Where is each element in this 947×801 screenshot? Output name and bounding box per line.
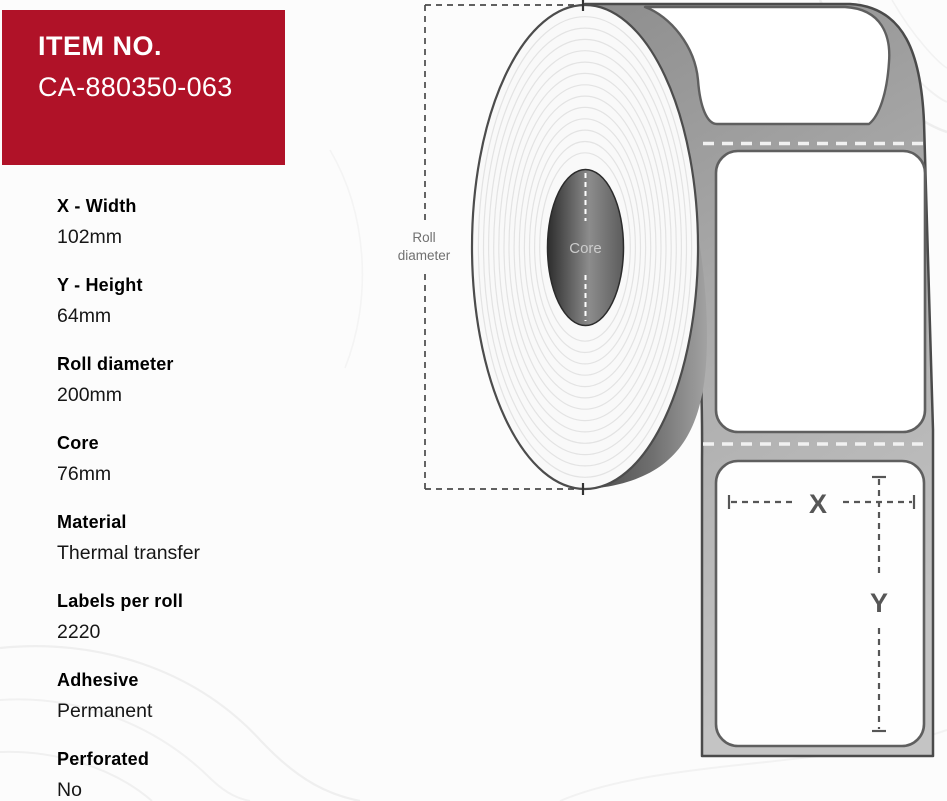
spec-item-perforated	[57, 749, 367, 801]
spec-item-roll-diameter	[57, 354, 367, 407]
spec-item-width	[57, 196, 367, 249]
spec-label: Adhesive	[57, 670, 139, 690]
spec-list	[57, 196, 367, 801]
spec-label: Perforated	[57, 749, 150, 769]
spec-value: 64mm	[57, 305, 112, 327]
spec-value: 2220	[57, 621, 101, 643]
roll-diameter-caption-line1: Roll	[412, 230, 436, 245]
spec-value: No	[57, 779, 82, 801]
x-dimension-label: X	[808, 489, 828, 519]
spec-item-height	[57, 275, 367, 328]
spec-label: Y - Height	[57, 275, 143, 295]
spec-value: 200mm	[57, 384, 123, 406]
item-no-heading: ITEM NO.	[38, 31, 162, 61]
spec-label: Material	[57, 512, 127, 532]
spec-value: Permanent	[57, 700, 153, 722]
spec-label: Core	[57, 433, 99, 453]
spec-item-labels-per-roll	[57, 591, 367, 644]
spec-label: Roll diameter	[57, 354, 174, 374]
label-middle	[716, 151, 925, 432]
spec-item-core	[57, 433, 367, 486]
spec-label: Labels per roll	[57, 591, 184, 611]
item-number-value: CA-880350-063	[38, 72, 233, 102]
spec-value: Thermal transfer	[57, 542, 201, 564]
core-label: Core	[569, 240, 602, 257]
spec-label: X - Width	[57, 196, 137, 216]
y-dimension-label: Y	[869, 588, 889, 618]
spec-value: 76mm	[57, 463, 112, 485]
label-roll-diagram	[370, 0, 947, 801]
roll-diameter-caption-line2: diameter	[397, 248, 451, 263]
spec-item-material	[57, 512, 367, 565]
spec-item-adhesive	[57, 670, 367, 723]
spec-value: 102mm	[57, 226, 123, 248]
item-number-box	[2, 10, 285, 165]
